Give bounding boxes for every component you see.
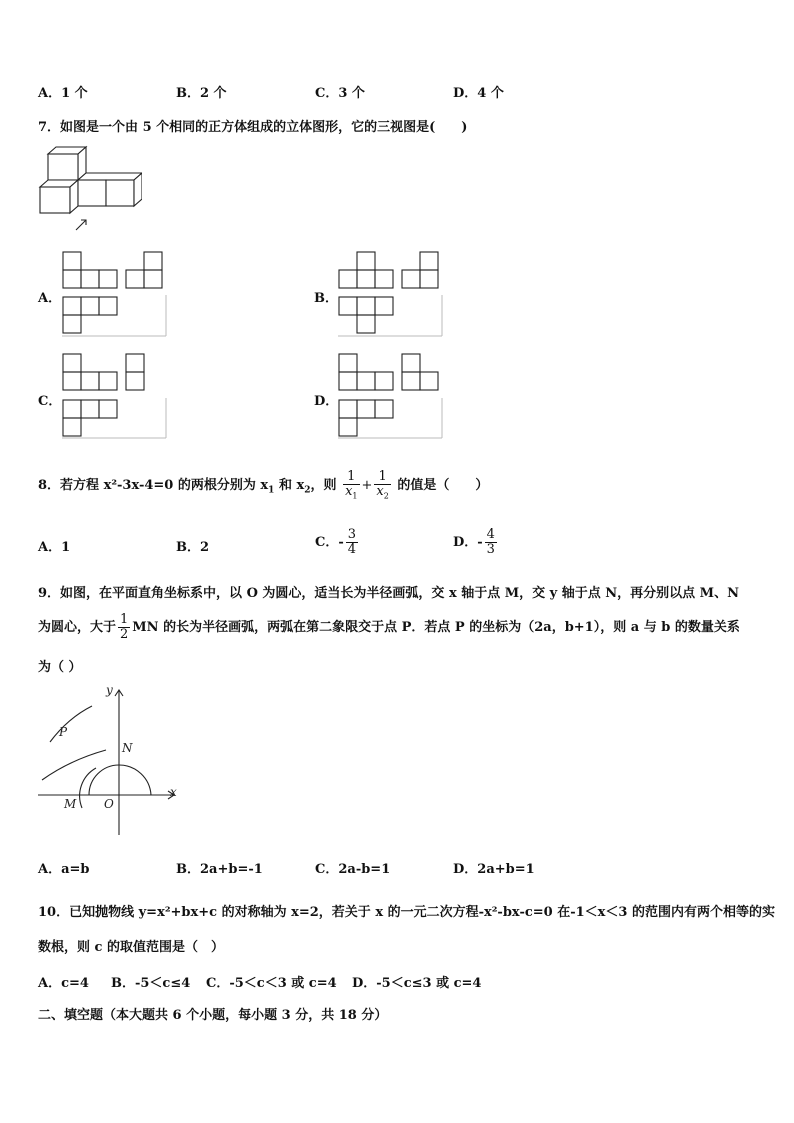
q8-option-d: D．- $\frac{4}{3}$	[453, 526, 495, 557]
section-2-heading: 二、填空题（本大题共 6 个小题，每小题 3 分，共 18 分）	[38, 1008, 388, 1023]
q10-option-c: C．-5＜c＜3 或 c=4	[206, 976, 337, 991]
q8-option-a: A．1	[38, 540, 71, 555]
q6-option-a: A．1 个	[38, 86, 88, 101]
q10-stem-line1: 10．已知抛物线 y=x²+bx+c 的对称轴为 x=2，若关于 x 的一元二次方程-x²-bx-c=0 在-1＜x＜3 的范围内有两个相等的实	[38, 905, 775, 920]
q8-stem: 8．若方程 x²-3x-4=0 的两根分别为 $x_1$ 和 $x_2$，则 $\frac{1}{x_1}$ + $\frac{1}{x_2}$ 的值是（ ）	[38, 468, 489, 501]
q8-fraction-2: $\frac{1}{x_2}$	[376, 468, 389, 501]
q10-option-d: D．-5＜c≤3 或 c=4	[352, 976, 482, 991]
q6-option-c: C．3 个	[315, 86, 365, 101]
q9-option-c: C．2a-b=1	[315, 862, 391, 877]
q9-label-m: M	[64, 797, 77, 811]
q6-option-b: B．2 个	[176, 86, 227, 101]
q7-option-b-views	[336, 250, 444, 338]
q6-option-d: D．4 个	[453, 86, 504, 101]
q9-stem-line3: 为（ ）	[38, 660, 82, 675]
q9-label-o: O	[104, 797, 114, 811]
q9-stem-line2: 为圆心，大于 $\frac{1}{2}$ MN 的长为半径画弧，两弧在第二象限交于点 P．若点 P 的坐标为（2a，b+1），则 a 与 b 的数量关系	[38, 611, 740, 642]
q9-option-b: B．2a+b=-1	[176, 862, 263, 877]
q9-option-a: A．a=b	[38, 862, 90, 877]
q9-label-x: x	[170, 785, 177, 799]
q7-option-d-label: D．	[314, 394, 339, 409]
q7-stem: 7．如图是一个由 5 个相同的正方体组成的立体图形，它的三视图是( )	[38, 120, 468, 135]
q8-option-b: B．2	[176, 540, 210, 555]
q10-option-a: A．c=4	[38, 976, 89, 991]
q9-label-n: N	[122, 741, 133, 755]
q9-label-p: P	[59, 725, 68, 739]
q9-label-y: y	[106, 683, 113, 697]
q7-cube-figure	[36, 142, 142, 234]
q7-option-c-label: C．	[38, 394, 62, 409]
q10-option-b: B．-5＜c≤4	[111, 976, 191, 991]
q9-option-d: D．2a+b=1	[453, 862, 535, 877]
q8-option-c: C．- $\frac{3}{4}$	[315, 526, 357, 557]
q10-stem-line2: 数根，则 c 的取值范围是（ ）	[38, 940, 224, 955]
q9-stem-line1: 9．如图，在平面直角坐标系中，以 O 为圆心，适当长为半径画弧，交 x 轴于点 M，交 y 轴于点 N，再分别以点 M、N	[38, 586, 739, 601]
q7-option-a-views	[60, 250, 168, 338]
q7-option-c-views	[60, 352, 168, 440]
q9-coordinate-figure	[34, 680, 184, 838]
q7-option-d-views	[336, 352, 444, 440]
q7-option-a-label: A．	[38, 291, 62, 306]
q8-fraction-1: $\frac{1}{x_1}$	[345, 468, 358, 501]
q7-option-b-label: B．	[314, 291, 338, 306]
